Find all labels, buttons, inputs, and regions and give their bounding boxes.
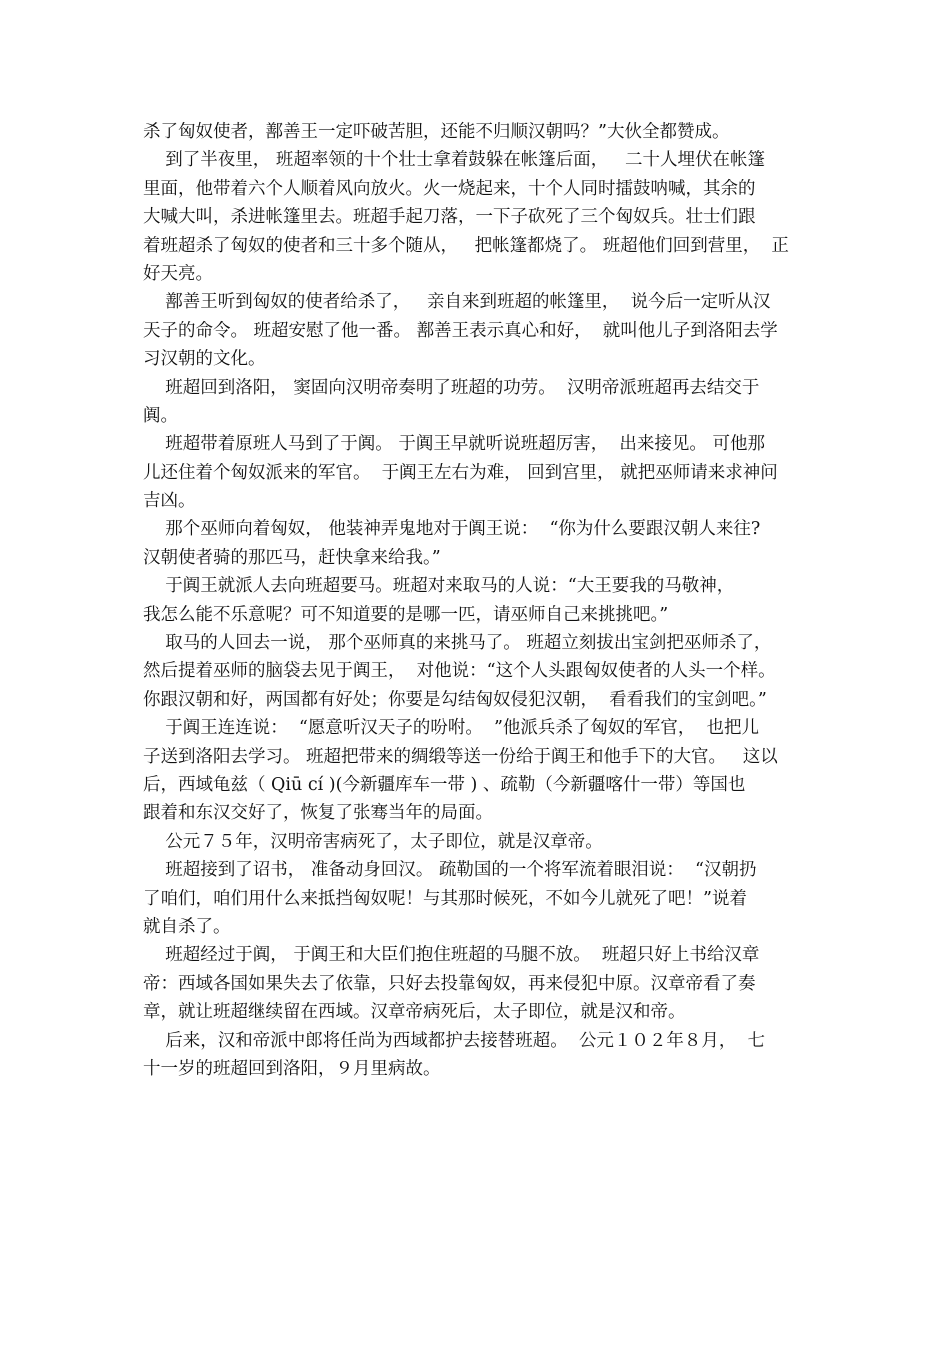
text-line: 班超带着原班人马到了于阗。 于阗王早就听说班超厉害， 出来接见。 可他那 (143, 434, 765, 455)
text-line: 里面，他带着六个人顺着风向放火。火一烧起来，十个人同时擂鼓呐喊，其余的 (143, 178, 756, 199)
text-line: 你跟汉朝和好，两国都有好处；你要是勾结匈奴侵犯汉朝， 看看我们的宝剑吧。” (143, 689, 767, 710)
text-line: 好天亮。 (143, 263, 213, 284)
text-line: 公元７５年，汉明帝害病死了，太子即位，就是汉章帝。 (143, 831, 603, 852)
text-line: 后，西域龟兹（ Qiū cí )(今新疆库车一带 ) 、疏勒（今新疆喀什一带）等国也 (143, 774, 746, 795)
text-line: 后来，汉和帝派中郎将任尚为西域都护去接替班超。 公元１０２年８月， 七 (143, 1030, 765, 1051)
text-line: 取马的人回去一说， 那个巫师真的来挑马了。 班超立刻拔出宝剑把巫师杀了， (143, 633, 772, 654)
text-line: 大喊大叫，杀进帐篷里去。班超手起刀落，一下子砍死了三个匈奴兵。壮士们跟 (143, 207, 756, 228)
text-line: 鄯善王听到匈奴的使者给杀了， 亲自来到班超的帐篷里， 说今后一定听从汉 (143, 292, 771, 313)
text-line: 吉凶。 (143, 491, 196, 512)
text-line: 班超接到了诏书， 准备动身回汉。 疏勒国的一个将军流着眼泪说： “汉朝扔 (143, 860, 757, 881)
story-text (143, 118, 808, 1083)
text-line: 我怎么能不乐意呢？可不知道要的是哪一匹，请巫师自己来挑挑吧。” (143, 604, 669, 625)
text-line: 着班超杀了匈奴的使者和三十多个随从， 把帐篷都烧了。 班超他们回到营里， 正 (143, 235, 789, 256)
text-line: 阗。 (143, 405, 178, 426)
text-line: 习汉朝的文化。 (143, 349, 266, 370)
text-line: 子送到洛阳去学习。 班超把带来的绸缎等送一份给于阗王和他手下的大官。 这以 (143, 746, 778, 767)
text-line: 汉朝使者骑的那匹马，赶快拿来给我。” (143, 547, 441, 568)
text-line: 章，就让班超继续留在西域。汉章帝病死后，太子即位，就是汉和帝。 (143, 1002, 686, 1023)
text-line: 十一岁的班超回到洛阳，９月里病故。 (143, 1058, 441, 1079)
text-line: 到了半夜里， 班超率领的十个壮士拿着鼓躲在帐篷后面， 二十人埋伏在帐篷 (143, 150, 765, 171)
text-line: 那个巫师向着匈奴， 他装神弄鬼地对于阗王说： “你为什么要跟汉朝人来往? (143, 519, 761, 540)
text-line: 于阗王就派人去向班超要马。班超对来取马的人说：“大王要我的马敬神， (143, 576, 735, 597)
text-line: 帝：西域各国如果失去了依靠，只好去投靠匈奴，再来侵犯中原。汉章帝看了奏 (143, 973, 756, 994)
text-line: 然后提着巫师的脑袋去见于阗王， 对他说：“这个人头跟匈奴使者的人头一个样。 (143, 661, 776, 682)
text-line: 于阗王连连说： “愿意听汉天子的吩咐。 ”他派兵杀了匈奴的军官， 也把儿 (143, 718, 760, 739)
text-line: 就自杀了。 (143, 916, 231, 937)
text-line: 班超经过于阗， 于阗王和大臣们抱住班超的马腿不放。 班超只好上书给汉章 (143, 945, 760, 966)
text-line: 杀了匈奴使者，鄯善王一定吓破苦胆，还能不归顺汉朝吗？”大伙全都赞成。 (143, 122, 730, 142)
text-line: 了咱们，咱们用什么来抵挡匈奴呢！与其那时候死，不如今儿就死了吧！”说着 (143, 888, 747, 909)
text-line: 儿还住着个匈奴派来的军官。 于阗王左右为难， 回到宫里， 就把巫师请来求神问 (143, 462, 778, 483)
text-line: 班超回到洛阳， 窦固向汉明帝奏明了班超的功劳。 汉明帝派班超再去结交于 (143, 377, 760, 398)
text-line: 天子的命令。 班超安慰了他一番。 鄯善王表示真心和好， 就叫他儿子到洛阳去学 (143, 320, 778, 341)
text-line: 跟着和东汉交好了，恢复了张骞当年的局面。 (143, 803, 493, 824)
